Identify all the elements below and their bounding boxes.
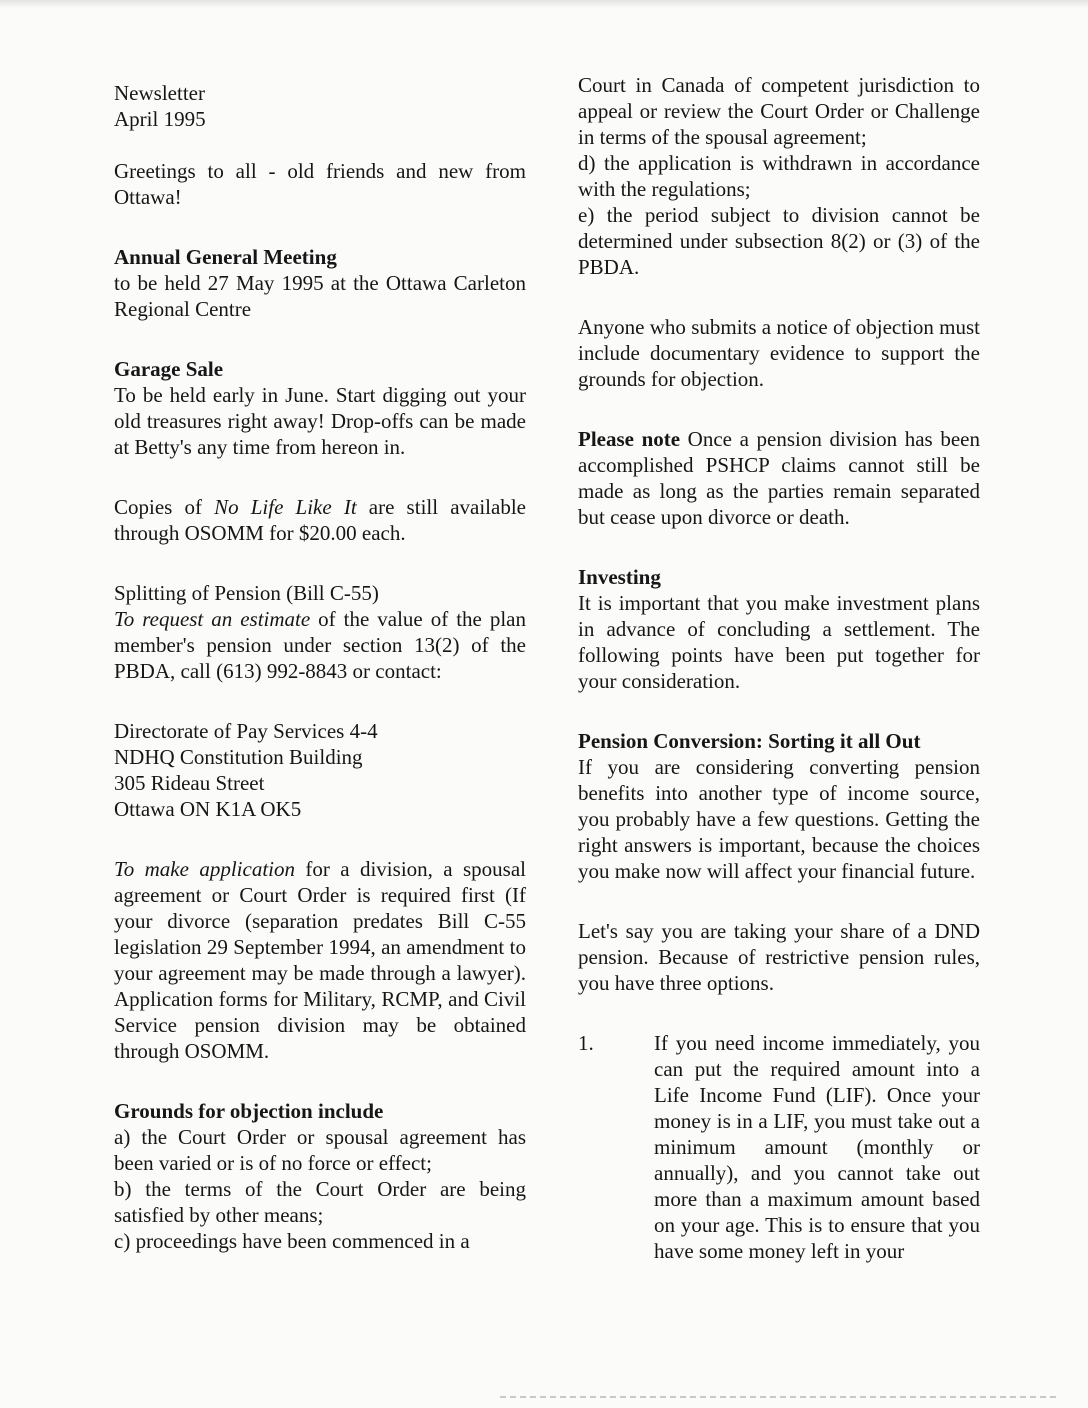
grounds-item-c-continued: Court in Canada of competent jurisdiction to appeal or review the Court Order or Challenge in terms of the spousal agreement; xyxy=(578,73,980,149)
options-intro: Let's say you are taking your share of a DND pension. Because of restrictive pension rules, you have three options. xyxy=(578,919,980,995)
copies-post: are still available through OSOMM for $20.00 each. xyxy=(114,495,526,545)
grounds-item-c: c) proceedings have been commenced in a xyxy=(114,1229,470,1253)
book-title: No Life Like It xyxy=(214,495,357,519)
copies-paragraph xyxy=(114,494,526,546)
option-1 xyxy=(578,1030,980,1264)
splitting-lead: To request an estimate xyxy=(114,607,311,631)
option-1-number: 1. xyxy=(578,1031,594,1055)
greeting: Greetings to all - old friends and new from Ottawa! xyxy=(114,159,526,209)
application-text: for a division, a spousal agreement or Court Order is required first (If your divorce (separation predates Bill C-55 legislation 29 September 1994, an amendment to your agreement may be made through a lawyer). Application forms for Military, RCMP, and Civil Service pension division may be obtained through OSOMM. xyxy=(114,857,526,1063)
please-note-label: Please note xyxy=(578,427,681,451)
newsletter-date: April 1995 xyxy=(114,107,206,131)
scan-artifact-bottom xyxy=(500,1396,1060,1398)
option-1-body: If you need income immediately, you can put the required amount into a Life Income Fund (LIF). Once your money is in a LIF, you must take out a minimum amount (monthly or annually), and you cannot take out more than a maximum amount based on your age. This is to ensure that you have some money left in your xyxy=(654,1031,980,1263)
address-line-2: NDHQ Constitution Building xyxy=(114,745,363,769)
grounds-item-d: d) the application is withdrawn in accordance with the regulations; xyxy=(578,151,980,201)
investing-heading: Investing xyxy=(578,565,661,589)
garage-sale-body: To be held early in June. Start digging out your old treasures right away! Drop-offs can be made at Betty's any time from hereon in. xyxy=(114,383,526,459)
agm-heading: Annual General Meeting xyxy=(114,245,337,269)
application-paragraph xyxy=(114,856,526,1064)
agm-body: to be held 27 May 1995 at the Ottawa Carleton Regional Centre xyxy=(114,271,526,321)
investing-body: It is important that you make investment plans in advance of concluding a settlement. The following points have been put together for your consideration. xyxy=(578,591,980,693)
grounds-item-b: b) the terms of the Court Order are being satisfied by other means; xyxy=(114,1177,526,1227)
address-line-1: Directorate of Pay Services 4-4 xyxy=(114,719,378,743)
newsletter-title: Newsletter xyxy=(114,81,205,105)
splitting-heading: Splitting of Pension (Bill C-55) xyxy=(114,581,379,605)
copies-pre: Copies of xyxy=(114,495,215,519)
grounds-item-e: e) the period subject to division cannot be determined under subsection 8(2) or (3) of the PBDA. xyxy=(578,203,980,279)
splitting-text: of the value of the plan member's pension under section 13(2) of the PBDA, call (613) 992-8843 or contact: xyxy=(114,607,526,683)
grounds-heading: Grounds for objection include xyxy=(114,1099,384,1123)
splitting-body xyxy=(114,606,526,684)
objection-paragraph: Anyone who submits a notice of objection must include documentary evidence to support the grounds for objection. xyxy=(578,315,980,391)
address-line-4: Ottawa ON K1A OK5 xyxy=(114,797,302,821)
please-note-body: Once a pension division has been accomplished PSHCP claims cannot still be made as long as the parties remain separated but cease upon divorce or death. xyxy=(578,427,980,529)
address-line-3: 305 Rideau Street xyxy=(114,771,265,795)
left-column xyxy=(114,80,526,1254)
right-column xyxy=(578,72,980,1264)
scan-edge-top xyxy=(0,0,1088,8)
conversion-heading: Pension Conversion: Sorting it all Out xyxy=(578,729,921,753)
conversion-body: If you are considering converting pension benefits into another type of income source, you probably have a few questions. Getting the right answers is important, because the choices you make now will affect your financial future. xyxy=(578,755,980,883)
garage-sale-heading: Garage Sale xyxy=(114,357,224,381)
grounds-item-a: a) the Court Order or spousal agreement has been varied or is of no force or effect; xyxy=(114,1125,526,1175)
application-lead: To make application xyxy=(114,857,295,881)
please-note-paragraph xyxy=(578,426,980,530)
